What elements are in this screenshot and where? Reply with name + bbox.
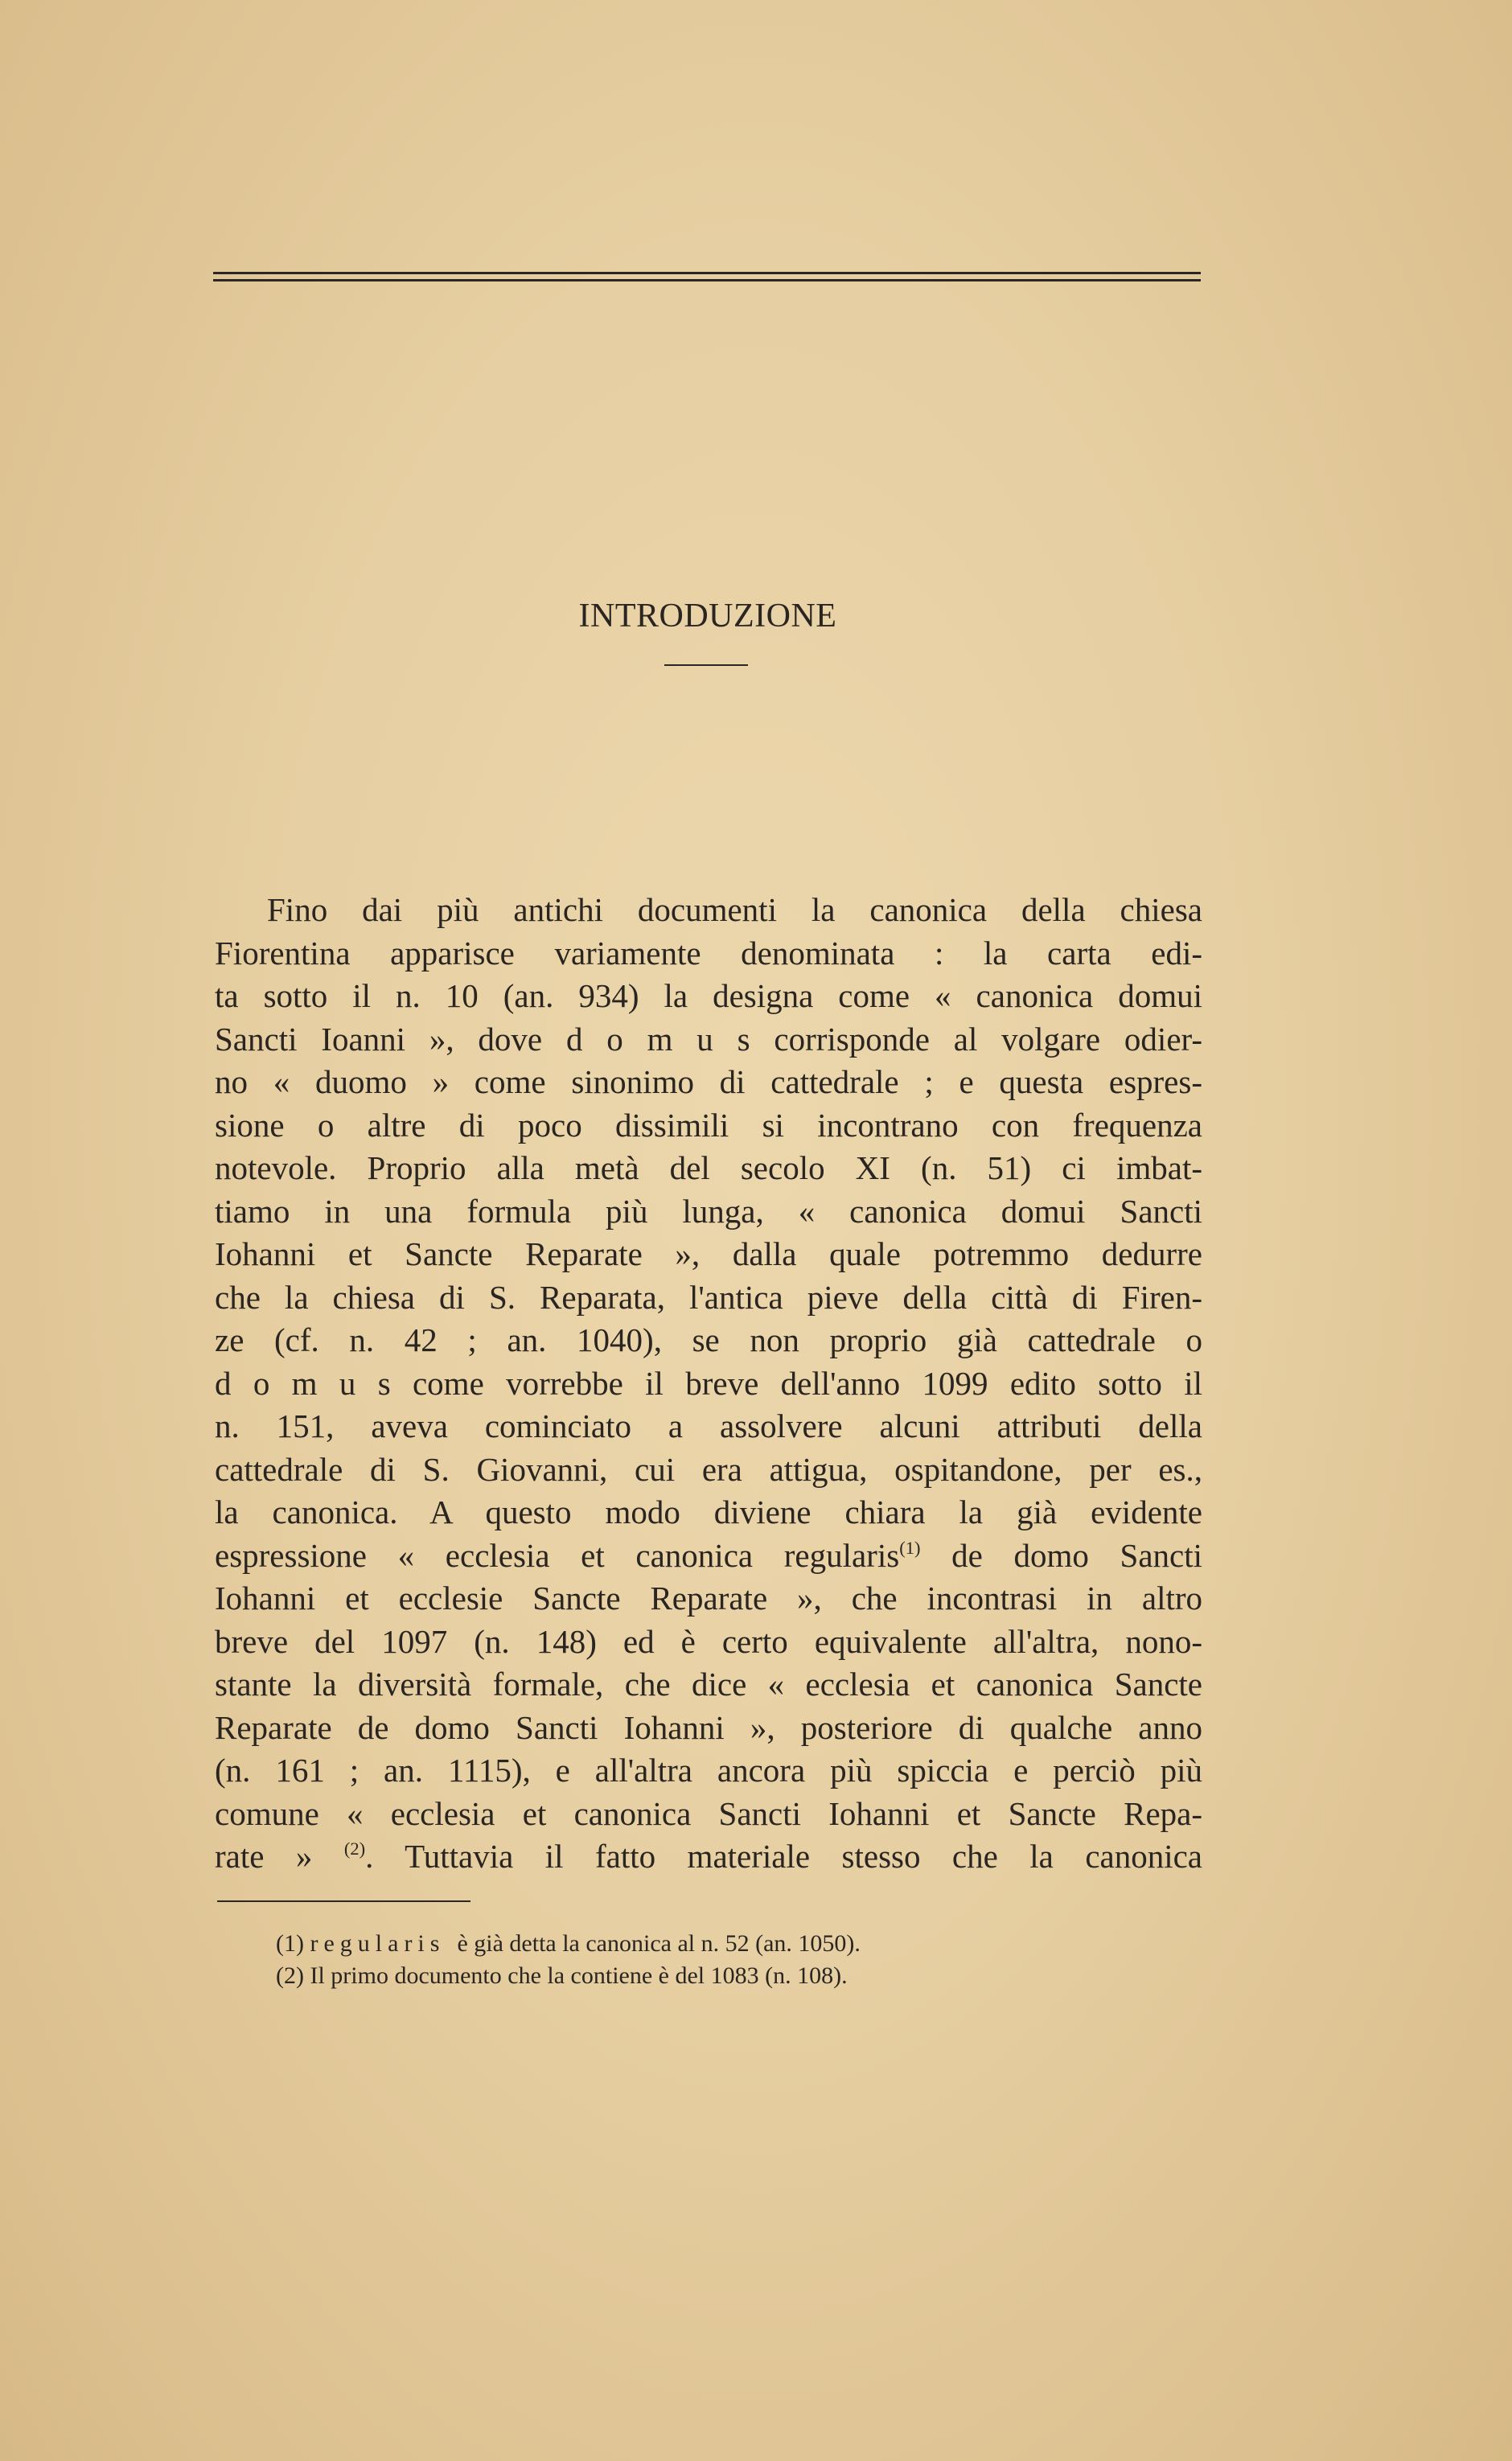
text-line: espressione « ecclesia et canonica regularis$^{(1)}$ de domo Sancti — [215, 1536, 1203, 1574]
text-line: sione o altre di poco dissimili si incontrano con frequenza — [215, 1106, 1202, 1144]
text-line: notevole. Proprio alla metà del secolo XI (n. 51) ci imbat- — [215, 1149, 1202, 1186]
footnotes — [276, 1928, 861, 1992]
footnote-spaced-term: regularis — [310, 1930, 446, 1957]
text-line: d o m u s come vorrebbe il breve dell'anno 1099 edito sotto il — [215, 1364, 1202, 1402]
footnote-1 — [276, 1928, 861, 1960]
text-line: comune « ecclesia et canonica Sancti Iohanni et Sancte Repa- — [215, 1794, 1202, 1832]
text-line: Sancti Ioanni », dove d o m u s corrisponde al volgare odier- — [215, 1020, 1202, 1058]
title-underline-rule — [664, 664, 748, 666]
footnote-marker: (2) — [276, 1962, 304, 1989]
rule-line-top — [213, 272, 1201, 274]
text-line: Iohanni et ecclesie Sancte Reparate », che incontrasi in altro — [215, 1580, 1202, 1617]
text-line: la canonica. A questo modo diviene chiara la già evidente — [215, 1493, 1202, 1530]
footnote-text: Il primo documento che la contiene è del 1083 (n. 108). — [310, 1962, 848, 1989]
body-paragraph — [215, 889, 1202, 1879]
text-line: Iohanni et Sancte Reparate », dalla quale potremmo dedurre — [215, 1235, 1202, 1272]
footnote-separator-rule — [217, 1900, 470, 1902]
text-line: Fiorentina apparisce variamente denominata : la carta edi- — [215, 934, 1202, 972]
text-line: ta sotto il n. 10 (an. 934) la designa come « canonica domui — [215, 977, 1202, 1014]
text-line: stante la diversità formale, che dice « ecclesia et canonica Sancte — [215, 1666, 1202, 1703]
footnote-2 — [276, 1960, 861, 1992]
text-line: (n. 161 ; an. 1115), e all'altra ancora più spiccia e perciò più — [215, 1752, 1202, 1789]
rule-line-bottom — [213, 279, 1201, 281]
footnote-ref-1[interactable]: (1) — [899, 1537, 921, 1558]
text-line: n. 151, aveva cominciato a assolvere alcuni attributi della — [215, 1407, 1202, 1444]
text-line: Fino dai più antichi documenti la canonica della chiesa — [267, 891, 1202, 928]
header-double-rule — [213, 272, 1201, 282]
text-line: tiamo in una formula più lunga, « canonica domui Sancti — [215, 1192, 1202, 1230]
text-line: Reparate de domo Sancti Iohanni », posteriore di qualche anno — [215, 1708, 1202, 1746]
text-line: breve del 1097 (n. 148) ed è certo equivalente all'altra, nono- — [215, 1622, 1202, 1660]
text-line: no « duomo » come sinonimo di cattedrale ; e questa espres- — [215, 1063, 1202, 1100]
footnote-marker: (1) — [276, 1930, 304, 1957]
footnote-ref-2[interactable]: (2) — [343, 1839, 366, 1859]
footnote-text: è già detta la canonica al n. 52 (an. 1050). — [457, 1930, 861, 1957]
chapter-title: INTRODUZIONE — [578, 598, 837, 635]
text-line: rate » $^{(2)}$. Tuttavia il fatto materiale stesso che la canonica — [215, 1838, 1202, 1875]
text-line: che la chiesa di S. Reparata, l'antica pieve della città di Firen- — [215, 1278, 1202, 1316]
text-line: ze (cf. n. 42 ; an. 1040), se non proprio già cattedrale o — [215, 1321, 1202, 1358]
text-line: cattedrale di S. Giovanni, cui era attigua, ospitandone, per es., — [215, 1450, 1202, 1488]
